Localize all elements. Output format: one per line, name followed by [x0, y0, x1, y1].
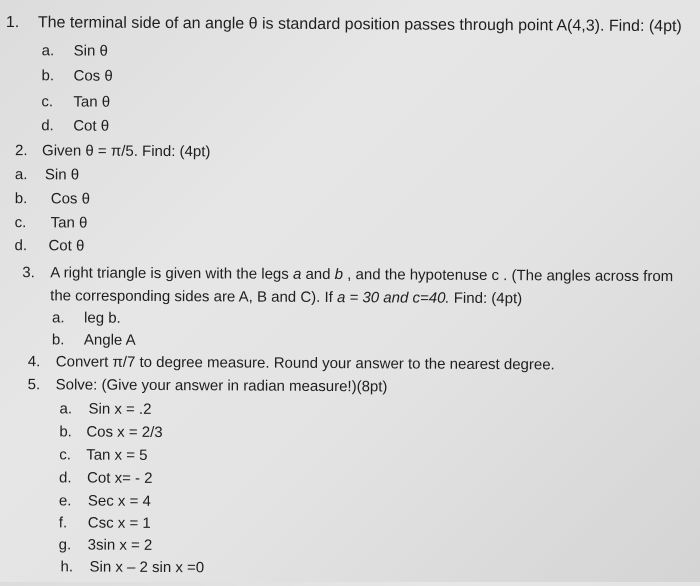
item-text: Sec x = 4 — [87, 492, 151, 510]
q5-item-b — [59, 423, 162, 442]
question-text-part: the corresponding sides are A, B and C). If — [50, 287, 338, 307]
item-label: a. — [59, 400, 73, 418]
question-4 — [28, 353, 555, 374]
q1-item-b — [41, 67, 112, 85]
question-text: Given θ = π/5. Find: (4pt) — [42, 142, 211, 161]
item-label: f. — [58, 514, 68, 532]
question-3-line-2 — [50, 287, 522, 308]
item-text: Cot θ — [73, 117, 110, 135]
item-text: Sin θ — [44, 166, 80, 184]
item-label: c. — [59, 446, 71, 464]
item-label: d. — [59, 469, 72, 487]
question-text-part: and — [301, 265, 335, 284]
item-text: Sin x – 2 sin x =0 — [89, 558, 205, 577]
q5-item-e — [59, 492, 151, 511]
q5-item-f — [59, 514, 151, 533]
q5-item-g — [59, 536, 153, 555]
q2-item-b — [15, 190, 90, 208]
question-text-part: A right triangle is given with the legs — [50, 264, 294, 283]
question-5 — [28, 376, 388, 396]
item-label: b. — [41, 67, 55, 85]
question-number: 5. — [27, 376, 41, 394]
item-text: Cos θ — [73, 67, 113, 85]
q3-item-a — [52, 309, 121, 327]
question-text: The terminal side of an angle θ is standard position passes through point A(4,3). Find: (4pt) — [37, 14, 682, 36]
variable-a: a — [292, 265, 302, 283]
question-number: 1. — [5, 14, 20, 32]
question-number: 3. — [22, 264, 35, 282]
variable-b: b — [334, 266, 344, 284]
item-text: Angle A — [83, 331, 136, 349]
item-text: leg b. — [84, 309, 121, 327]
question-1 — [6, 14, 682, 36]
question-text: Solve: (Give your answer in radian measure!)(8pt) — [55, 376, 388, 396]
item-text: Tan θ — [50, 214, 88, 232]
item-text: Cos θ — [50, 190, 91, 208]
item-label: c. — [41, 93, 54, 111]
item-text: Sin x = .2 — [88, 400, 152, 418]
item-text: Sin θ — [73, 42, 108, 60]
item-label: a. — [14, 166, 28, 184]
question-text-part: Find: (4pt) — [449, 289, 523, 308]
item-label: b. — [14, 190, 28, 208]
item-text: Cos x = 2/3 — [86, 423, 163, 442]
item-label: h. — [60, 558, 74, 576]
item-text: Tan θ — [73, 93, 111, 111]
q2-item-a — [15, 166, 79, 184]
item-text: 3sin x = 2 — [87, 536, 153, 554]
item-label: b. — [51, 331, 65, 349]
question-2 — [15, 142, 210, 161]
q5-item-d — [59, 469, 153, 488]
item-label: g. — [58, 536, 72, 554]
item-label: e. — [58, 492, 72, 510]
item-text: Csc x = 1 — [87, 514, 151, 532]
question-3 — [22, 264, 673, 286]
q2-item-d — [14, 237, 84, 255]
q1-item-a — [42, 42, 108, 60]
q1-item-d — [41, 117, 109, 135]
question-number: 4. — [27, 353, 41, 371]
q5-item-c — [59, 446, 147, 465]
item-label: d. — [14, 237, 28, 255]
item-text: Cot x= - 2 — [87, 469, 153, 487]
question-text-part: , and the hypotenuse c . (The angles across from — [342, 266, 674, 286]
given-values: a = 30 and c=40. — [336, 289, 450, 307]
item-label: a. — [52, 309, 65, 327]
question-number: 2. — [15, 142, 28, 160]
question-text: Convert π/7 to degree measure. Round your answer to the nearest degree. — [55, 353, 555, 374]
item-label: d. — [41, 117, 54, 135]
item-label: c. — [14, 214, 27, 232]
q5-item-a — [59, 400, 151, 419]
q3-item-b — [52, 331, 136, 350]
item-label: b. — [59, 423, 72, 441]
q1-item-c — [41, 93, 110, 111]
q5-item-h — [60, 558, 204, 577]
item-label: a. — [41, 42, 55, 60]
item-text: Cot θ — [48, 237, 85, 255]
q2-item-c — [15, 214, 88, 232]
item-text: Tan x = 5 — [86, 446, 148, 464]
